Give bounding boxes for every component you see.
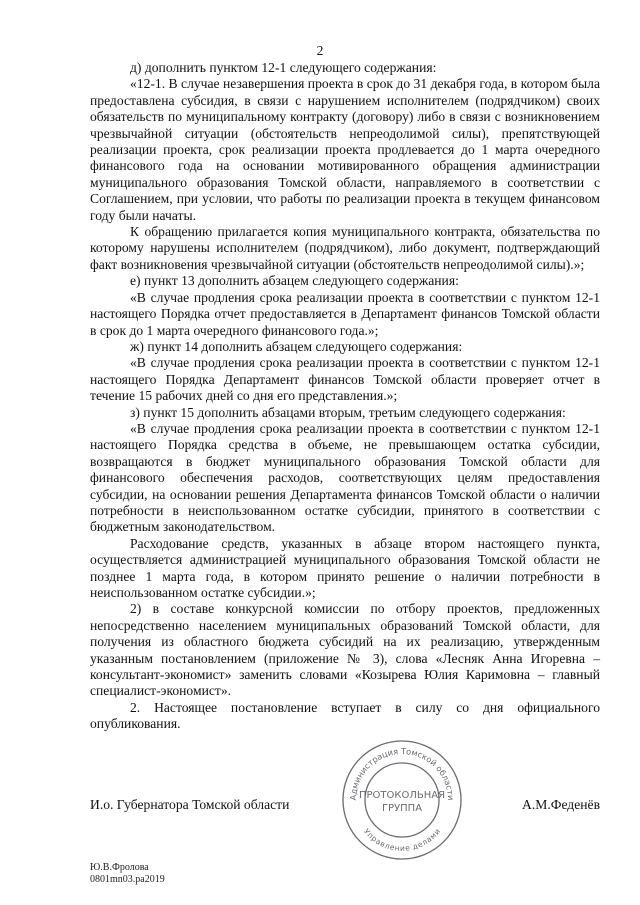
paragraph: 2. Настоящее постановление вступает в силу со дня официального опубликования.	[90, 699, 600, 732]
paragraph: Расходование средств, указанных в абзаце втором настоящего пункта, осуществляется администрацией муниципального образования Томской области не позднее 1 марта года, в котором принято решение о наличии потребности в неиспользованном остатке субсидии.»;	[90, 535, 600, 600]
stamp-inner-line1: ПРОТОКОЛЬНАЯ	[358, 790, 446, 801]
document-code: 0801mn03.ра2019	[90, 874, 165, 885]
stamp-inner-line2: ГРУППА	[381, 803, 423, 814]
signer-name: А.М.Феденёв	[522, 797, 600, 812]
paragraph: е) пункт 13 дополнить абзацем следующего содержания:	[130, 273, 459, 289]
page-number: 2	[316, 43, 324, 58]
stamp-seal	[340, 738, 464, 862]
paragraph: «12-1. В случае незавершения проекта в срок до 31 декабря года, в котором была предоставлена субсидия, в связи с нарушением исполнителем (подрядчиком) своих обязательств по муниципальному контракту (договору) либо в связи с возникновением чрезвычайной ситуации (обстоятельств непреодолимой силы), препятствующей реализации проекта, срок реализации проекта продлевается до 1 марта очередного финансового года на основании мотивированного обращения администрации муниципального образования Томской области, направляемого в соответствии с Соглашением, при условии, что работы по реализации проекта в текущем финансовом году были начаты.	[90, 76, 600, 223]
paragraph: «В случае продления срока реализации проекта в соответствии с пунктом 12-1 настоящего Порядка Департамент финансов Томской области проверяет отчет в течение 15 рабочих дней со дня его представления.»;	[90, 355, 600, 404]
executor-name: Ю.В.Фролова	[90, 862, 149, 873]
paragraph: ж) пункт 14 дополнить абзацем следующего содержания:	[130, 338, 463, 354]
paragraph: К обращению прилагается копия муниципального контракта, обязательства по которому нарушены исполнителем (подрядчиком), либо документ, подтверждающий факт возникновения чрезвычайной ситуации (обстоятельств непреодолимой силы).»;	[90, 224, 600, 272]
stamp-outer-text: Администрация Томской области	[347, 745, 457, 801]
paragraph: «В случае продления срока реализации проекта в соответствии с пунктом 12-1 настоящего Порядка средства в объеме, не превышающем остатка субсидии, возвращаются в бюджет муниципального образования Томской области для финансового обеспечения расходов, соответствующих целям предоставления субсидии, на основании решения Департамента финансов Томской области о наличии потребности в неиспользованном остатке субсидии, принятого в соответствии с бюджетным законодательством.	[90, 420, 600, 535]
signer-title: И.о. Губернатора Томской области	[90, 797, 290, 812]
paragraph: «В случае продления срока реализации проекта в соответствии с пунктом 12-1 настоящего Порядка отчет предоставляется в Департамент финансов Томской области в срок до 1 марта очередного финансового года.»;	[90, 289, 600, 338]
paragraph: д) дополнить пунктом 12-1 следующего содержания:	[130, 60, 437, 75]
document-body	[90, 60, 600, 733]
paragraph: 2) в составе конкурсной комиссии по отбору проектов, предложенных непосредственно населением муниципальных образований Томской области, для получения из областного бюджета субсидий на их реализацию, утвержденным указанным постановлением (приложение № 3), слова «Лесняк Анна Игоревна – консультант-экономист» заменить словами «Козырева Юлия Каримовна – главный специалист-экономист».	[90, 601, 600, 699]
paragraph: з) пункт 15 дополнить абзацами вторым, третьим следующего содержания:	[130, 404, 566, 420]
footer	[90, 862, 165, 886]
stamp-bottom-text: Управление делами	[361, 826, 443, 853]
